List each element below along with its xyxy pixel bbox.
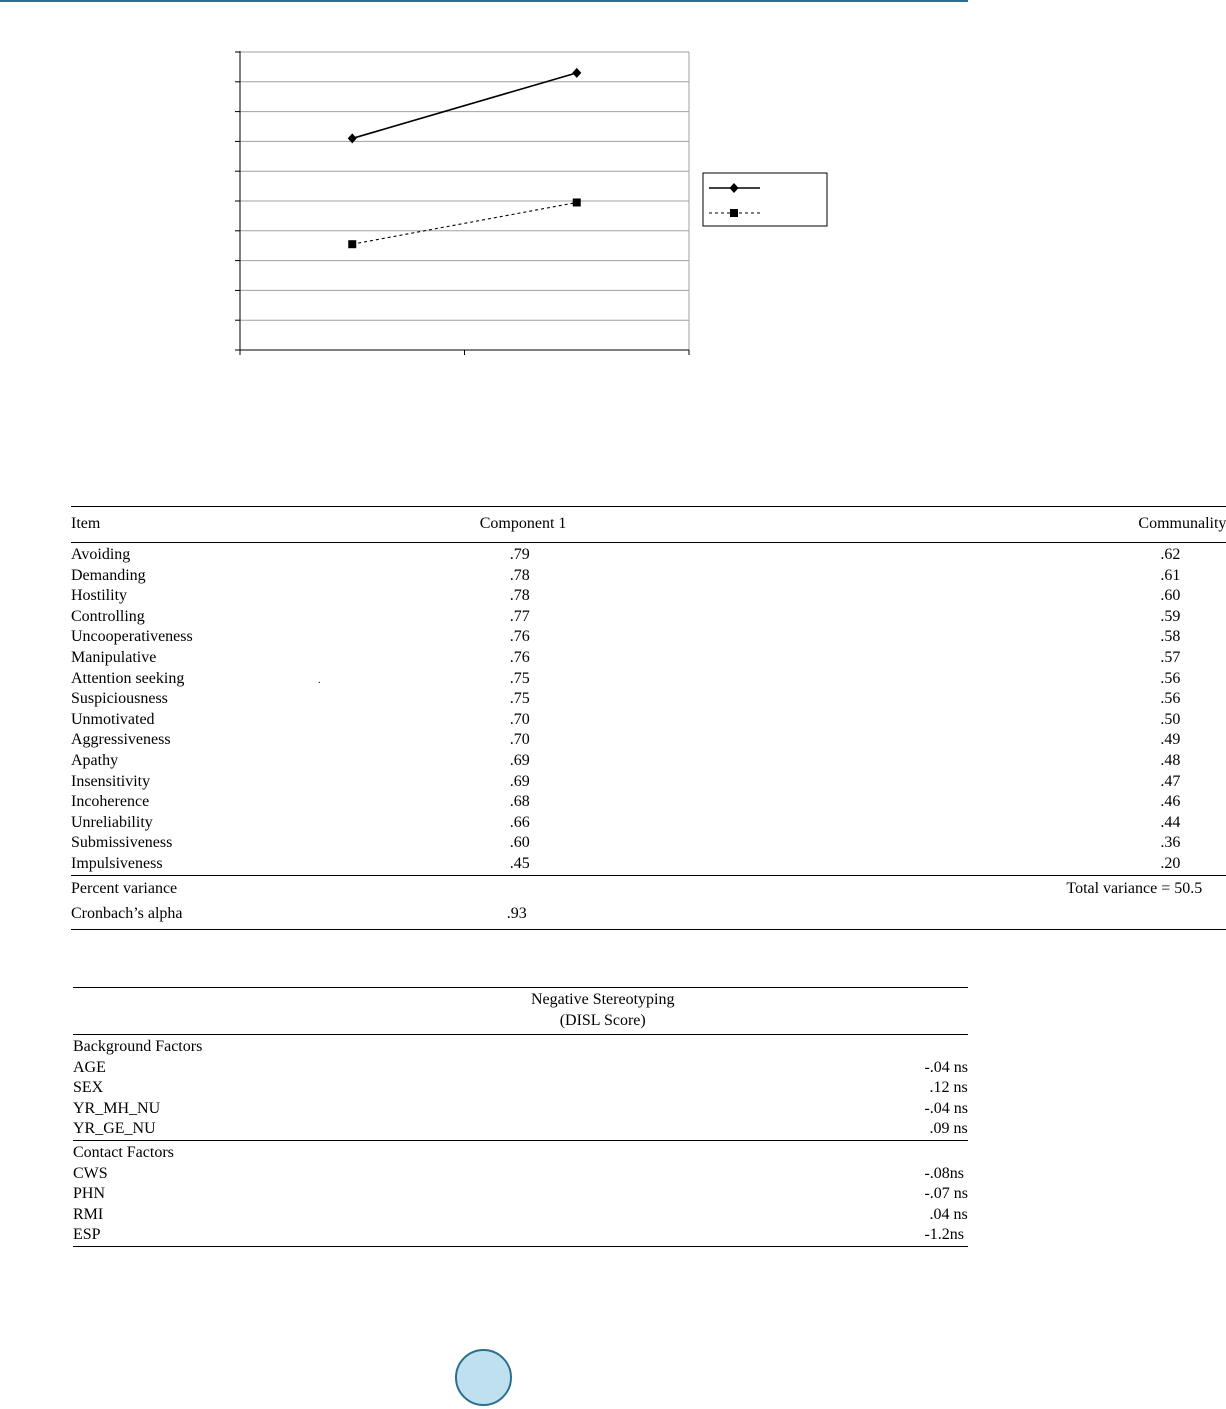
coefficient-value: .12 ns xyxy=(929,1079,968,1097)
communality-value: .56 xyxy=(1160,669,1181,687)
factor-label: AGE xyxy=(73,1058,106,1076)
communality-value: .48 xyxy=(1160,751,1181,769)
item-name: Suspiciousness xyxy=(71,690,168,708)
section-heading-row xyxy=(73,1140,968,1163)
series-2-point xyxy=(573,198,581,206)
table-row xyxy=(71,648,1226,669)
item-name: Aggressiveness xyxy=(71,731,171,749)
item-name: Submissiveness xyxy=(71,834,173,852)
item-name: Avoiding xyxy=(71,546,131,563)
series-1-point xyxy=(348,133,357,143)
item-name: Demanding xyxy=(71,566,146,584)
series-1-line xyxy=(352,73,577,139)
component-value: .75 xyxy=(509,690,530,708)
col-header-component: Component 1 xyxy=(193,507,567,543)
factor-label: ESP xyxy=(73,1226,101,1244)
table-row xyxy=(71,730,1226,751)
communality-value: .59 xyxy=(1160,607,1181,625)
component-value: .76 xyxy=(509,648,530,666)
stray-dot: . xyxy=(318,675,321,686)
communality-value: .57 xyxy=(1160,648,1181,666)
item-name: Insensitivity xyxy=(71,772,151,790)
component-value: .70 xyxy=(509,710,530,728)
table-row xyxy=(73,1164,968,1185)
legend-entry-2-marker xyxy=(730,209,738,217)
series-2-line xyxy=(352,202,577,244)
alpha-label: Cronbach’s alpha xyxy=(71,904,183,922)
table-row xyxy=(71,543,1226,566)
total-variance: Total variance = 50.5 xyxy=(1066,880,1203,898)
item-name: Hostility xyxy=(71,587,128,605)
table-row xyxy=(73,1119,968,1140)
coefficient-value: -.07 ns xyxy=(924,1185,968,1203)
component-value: .70 xyxy=(509,731,530,749)
page-number-badge xyxy=(455,1349,512,1406)
factor-label: CWS xyxy=(73,1164,108,1182)
table-row xyxy=(71,586,1226,607)
communality-value: .62 xyxy=(1160,546,1181,563)
table-row xyxy=(71,627,1226,648)
communality-value: .56 xyxy=(1160,690,1181,708)
communality-value: .44 xyxy=(1160,813,1181,831)
communality-value: .58 xyxy=(1160,628,1181,646)
item-name: Incoherence xyxy=(71,793,150,811)
factor-label: YR_MH_NU xyxy=(73,1099,161,1117)
item-name: Manipulative xyxy=(71,648,157,666)
item-name: Apathy xyxy=(71,751,119,769)
col-header-communality: Communality xyxy=(566,507,1226,543)
section-title: Contact Factors xyxy=(73,1143,174,1161)
item-name: Uncooperativeness xyxy=(71,628,193,646)
component-value: .78 xyxy=(509,587,530,605)
communality-value: .50 xyxy=(1160,710,1181,728)
factor-label: YR_GE_NU xyxy=(73,1119,427,1140)
factor-label: PHN xyxy=(73,1185,106,1203)
series-1-point xyxy=(572,68,581,78)
section-title: Background Factors xyxy=(73,1038,203,1055)
communality-value: .47 xyxy=(1160,772,1181,790)
cronbach-alpha-row xyxy=(71,904,1226,930)
item-name: Attention seeking xyxy=(71,669,185,687)
item-name: Unreliability xyxy=(71,813,153,831)
coefficient-value: -.08ns xyxy=(924,1164,964,1182)
table-row xyxy=(73,1099,968,1120)
col-header-item: Item xyxy=(71,507,193,543)
coefficient-value: -.04 ns xyxy=(924,1099,968,1117)
alpha-value: .93 xyxy=(506,904,527,922)
table-row xyxy=(71,607,1226,628)
communality-value: .61 xyxy=(1160,566,1181,584)
table-row xyxy=(71,689,1226,710)
component-value: .77 xyxy=(509,607,530,625)
table-row xyxy=(71,813,1226,834)
table-row xyxy=(73,1205,968,1226)
table-header-row xyxy=(71,507,1226,543)
component-value: .75 xyxy=(509,669,530,687)
item-name: Unmotivated xyxy=(71,710,155,728)
table-row xyxy=(71,833,1226,854)
table-row xyxy=(71,792,1226,813)
communality-value: .46 xyxy=(1160,793,1181,811)
component-value: .68 xyxy=(509,793,530,811)
communality-value: .36 xyxy=(1160,834,1181,852)
coefficient-value: .09 ns xyxy=(427,1119,968,1140)
series-2-point xyxy=(348,240,356,248)
table-row xyxy=(71,751,1226,772)
component-value: .66 xyxy=(509,813,530,831)
component-value: .69 xyxy=(509,772,530,790)
factor-label: SEX xyxy=(73,1079,104,1097)
component-value: .78 xyxy=(509,566,530,584)
line-chart xyxy=(0,0,968,380)
table-header-row xyxy=(73,988,968,1035)
communality-value: .60 xyxy=(1160,587,1181,605)
percent-variance-row xyxy=(71,875,1226,904)
component-value: .76 xyxy=(509,628,530,646)
table-row xyxy=(73,1225,968,1246)
coefficient-value: .04 ns xyxy=(929,1205,968,1223)
factor-label: RMI xyxy=(73,1205,104,1223)
item-name: Impulsiveness xyxy=(71,854,193,875)
table-row xyxy=(73,1184,968,1205)
col-header-negative-stereotyping: Negative Stereotyping (DISL Score) xyxy=(427,988,778,1035)
component-value: .60 xyxy=(509,834,530,852)
regression-table xyxy=(73,987,968,1247)
communality-value: .49 xyxy=(1160,731,1181,749)
percent-variance-label: Percent variance xyxy=(71,880,178,898)
table-row xyxy=(71,772,1226,793)
component-value: .69 xyxy=(509,751,530,769)
table-row xyxy=(71,710,1226,731)
component-value: .45 xyxy=(193,854,567,875)
table-row xyxy=(73,1078,968,1099)
table-row xyxy=(71,669,1226,690)
legend-box xyxy=(703,173,827,226)
section-heading-row xyxy=(73,1035,968,1058)
communality-value: .20 xyxy=(566,854,1226,875)
coefficient-value: -.04 ns xyxy=(924,1058,968,1076)
table-row xyxy=(71,854,1226,875)
table-row xyxy=(73,1058,968,1079)
factor-loading-table xyxy=(71,506,1226,930)
item-name: Controlling xyxy=(71,607,145,625)
component-value: .79 xyxy=(509,546,530,563)
table-row xyxy=(71,566,1226,587)
coefficient-value: -1.2ns xyxy=(924,1226,964,1244)
